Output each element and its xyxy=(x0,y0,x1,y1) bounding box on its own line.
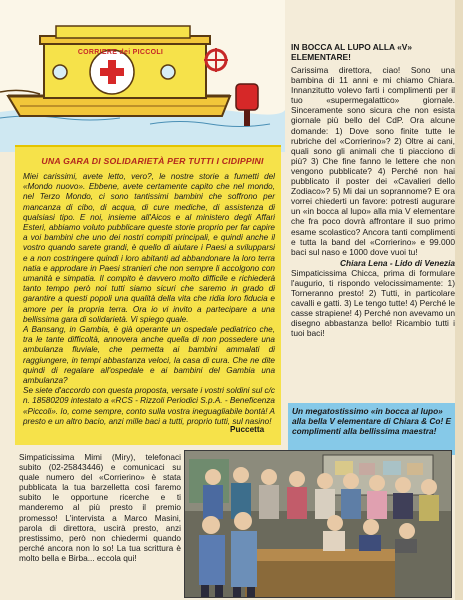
letter-heading: IN BOCCA AL LUPO ALLA «V» ELEMENTARE! xyxy=(291,42,412,62)
letter-signature: Chiara Lena - Lido di Venezia xyxy=(340,257,455,268)
page-edge xyxy=(455,0,463,600)
letter-reply: Simpaticissima Chicca, prima di formulare l'augurio, ti rispondo velocissimamente: 1) Torneranno presto! 2) Tutti, in particolare cavalli e gatti. 3) Le tengo tutte! 4) Perché le casse strapiene! 4) Perché non avevamo un disegno abbastanza bello! Ricambio tutti i tuoi baci! xyxy=(291,267,455,339)
article-signature: Puccetta xyxy=(230,425,265,434)
class-photo-image xyxy=(185,451,452,598)
wishes-box xyxy=(288,403,458,455)
article-heading: UNA GARA DI SOLIDARIETÀ PER TUTTI I CIDIPPINI xyxy=(41,156,264,166)
letter-body: Carissima direttora, ciao! Sono una bambina di 11 anni e mi chiamo Chiara. Innanzitutto volevo farti i complimenti per il tuo «supermegalattico» giornale. Sinceramente sono sicura che non esista giornale più bello del CdP. Ora alcune domande: 1) Dove sono finite tutte le rubriche del «Corrierino»? 2) Oltre ai cani, quali sono gli animali che ti piacciono di più? 3) Che fine fanno le lettere che non vengono pubblicate? 4) Perché non hai pubblicato il poster dei «Cavalieri dello Zodiaco»? 5) Mi dai un soprannome? E ora vorrei chiederti un favore: potresti augurare un «in bocca al lupo» alla mia V elementare che fra poco dovrà affrontare il suo primo esame scolastico? Ancora tanti complimenti e tutta la band del «Corrierino» e 99.000 baci sul naso e 1000 dove vuoi tu! xyxy=(291,65,455,257)
boat-sign-text: CORRIERE dei PICCOLI xyxy=(77,49,164,56)
article-paragraph: Se siete d'accordo con questa proposta, versate i vostri soldini sul c/c n. 18580209 intestato a «RCS - Rizzoli Periodici S.p.A. - Beneficenza «Piccoli». Io, come sempre, conto sulla vostra ineguagliabile bontà! A presto e un altro bacio, anzi mille baci a tutti, proprio tutti, sul nasino! xyxy=(23,386,275,426)
bottom-letter: Simpaticissima Mimi (Miry), telefonaci subito (02-25843446) e comunicaci su quale numero del «Corrierino» è stata pubblicata la tua barzelletta così faremo subito le opportune ricerche e ti manderemo al più presto il premio promesso! L'intervista a Marco Masini, parola di direttora, uscirà presto, anzi prestissimo, però non chiedermi quando perché ancora non lo so! La tua scrittura è molto bella e Birba... eccola qui! xyxy=(19,452,181,563)
boat-drawing xyxy=(0,0,285,152)
boat-illustration xyxy=(0,0,285,152)
article-body xyxy=(23,172,275,427)
class-photo xyxy=(184,450,452,598)
wishes-text: Un megatostissimo «in bocca al lupo» alla bella V elementare di Chiara & Co! E complimenti alla bellissima maestra! xyxy=(292,406,452,436)
letter-column xyxy=(291,42,455,338)
article-paragraph: Miei carissimi, avete letto, vero?, le nostre storie a fumetti del «Mondo nuovo». Ebbene, avete certamente capito che nel mondo, nel Terzo Mondo, ci sono tantissimi bambini che soffrono per mancanza di cibo, di acqua, di cure mediche, di assistenza di qualsiasi tipo. E noi, insieme all'Aicos e al ministero degli Affari Esteri, abbiamo voluto pubblicare queste storie proprio per far capire a voi bambini che uno dei nostri compiti principali, e quindi anche il vostro quando sarete grandi, è quello di aiutare i Paesi a svilupparsi e a non costringere quindi i loro abitanti ad abbandonare la loro terra natia e approdare in Paesi stranieri che non sempre li accolgono con umanità e simpatia. Il compito è davvero molto difficile e richiederà tanto tempo però noi tutti siamo sicuri che saremo in grado di garantire a questi popoli una qualità della vita che ridia loro fiducia e amore per la propria terra. Ora io vi invito a partecipare a una bellissima gara di solidarietà. Vi spiego quale. xyxy=(23,172,275,324)
article-paragraph: A Bansang, in Gambia, è già operante un ospedale pediatrico che, tra le tante difficoltà, annovera anche quella di non possedere una ambulanza fluviale, che permetta ai bambini ammalati di raggiungere, in tempi abbastanza veloci, la casa di cura. Che ne dite quindi di regalare all'ospedale e ai bambini del Gambia una ambulanza? xyxy=(23,325,275,386)
